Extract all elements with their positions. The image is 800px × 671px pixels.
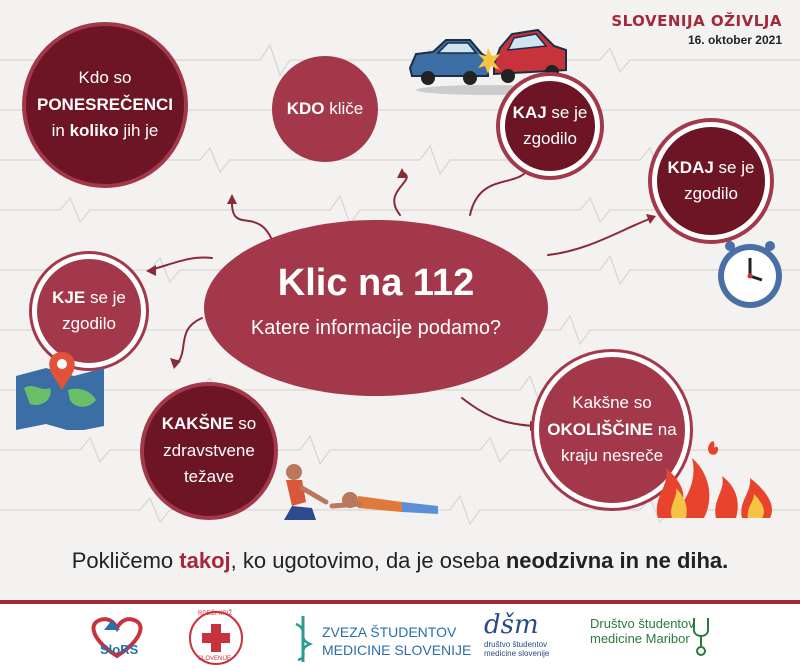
dsm-line2: medicine slovenije [484,649,550,658]
bubble-when [652,122,770,240]
bubble-victims-count-bold: koliko [69,121,119,141]
center-title: Klic na 112 [277,262,475,304]
bubble-what [500,76,600,176]
zveza-logo [288,614,478,664]
center-subtitle: Katere informacije podamo? [250,317,502,339]
bubble-victims-pre: in [51,121,70,141]
bubble-who [272,56,378,162]
bubble-health-rest: so [233,414,257,434]
bubble-victims [22,22,188,188]
bubble-who-rest: kliče [324,98,364,118]
bubble-where-line2: zgodilo [62,314,116,333]
campaign-date: 16. oktober 2021 [687,33,782,47]
bubble-what-line2: zgodilo [523,129,577,148]
map-pin-icon [10,348,110,430]
bottom-pre: Pokličemo [71,548,180,573]
rescuer-illustration [272,462,442,526]
maribor-logo [590,616,730,666]
footer-logos [0,604,800,671]
red-cross-logo [186,610,246,666]
stethoscope-icon [690,616,716,656]
zveza-line2: MEDICINE SLOVENIJE [322,642,472,658]
bubble-circumstances-bold: OKOLIŠČINE [547,419,654,439]
fire-icon [652,438,782,522]
campaign-header [611,12,782,47]
bubble-when-bold: KDAJ [667,157,714,177]
arrow-to-health [176,318,202,365]
zveza-line1: ZVEZA ŠTUDENTOV [322,624,457,640]
bottom-red: takoj [179,548,231,573]
bubble-victims-bold: PONESREČENCI [36,94,174,114]
bubble-health-line3: težave [183,467,235,487]
maribor-line2: medicine Maribor [590,631,690,646]
arrow-to-circumstances [462,398,536,426]
dsm-line1: društvo študentov [484,640,548,649]
bubble-when-line2: zgodilo [684,184,738,203]
redcross-bottom-label: SLOVENIJE [198,656,232,662]
bottom-statement [0,548,800,574]
bubble-health-bold: KAKŠNE [161,414,234,434]
caduceus-icon [288,614,318,664]
bottom-bold: neodzivna in ne diha. [505,548,729,573]
bubble-where-rest: se je [85,287,126,307]
center-topic [204,220,548,396]
bubble-circumstances-line3: kraju nesreče [560,446,664,466]
clock-icon [712,236,788,312]
dsm-mark: dšm [484,610,539,640]
bubble-victims-post: jih je [118,121,159,141]
bubble-when-rest: se je [713,157,755,177]
campaign-title: SLOVENIJA OŽIVLJA [611,12,782,30]
bubble-where-bold: KJE [52,287,86,307]
arrow-to-what [470,166,530,215]
arrow-to-when [548,218,652,255]
maribor-line1: Društvo študentov [590,616,695,631]
slors-label: SloRS [100,642,139,657]
dsm-logo [484,610,564,666]
arrow-to-who [394,172,407,215]
bubble-health-line2: zdravstvene [163,440,255,460]
bubble-what-bold: KAJ [512,102,547,122]
bubble-circumstances-rest: na [653,419,677,439]
bubble-circumstances-line1: Kakšne so [572,393,652,413]
redcross-top-label: RDEČI KRIŽ [198,611,233,617]
bubble-who-bold: KDO [286,98,325,118]
bubble-what-rest: se je [546,102,588,122]
bubble-health [140,382,278,520]
bubble-victims-line1: Kdo so [78,68,132,88]
bottom-mid: , ko ugotovimo, da je oseba [230,548,506,573]
slors-logo [82,612,152,662]
